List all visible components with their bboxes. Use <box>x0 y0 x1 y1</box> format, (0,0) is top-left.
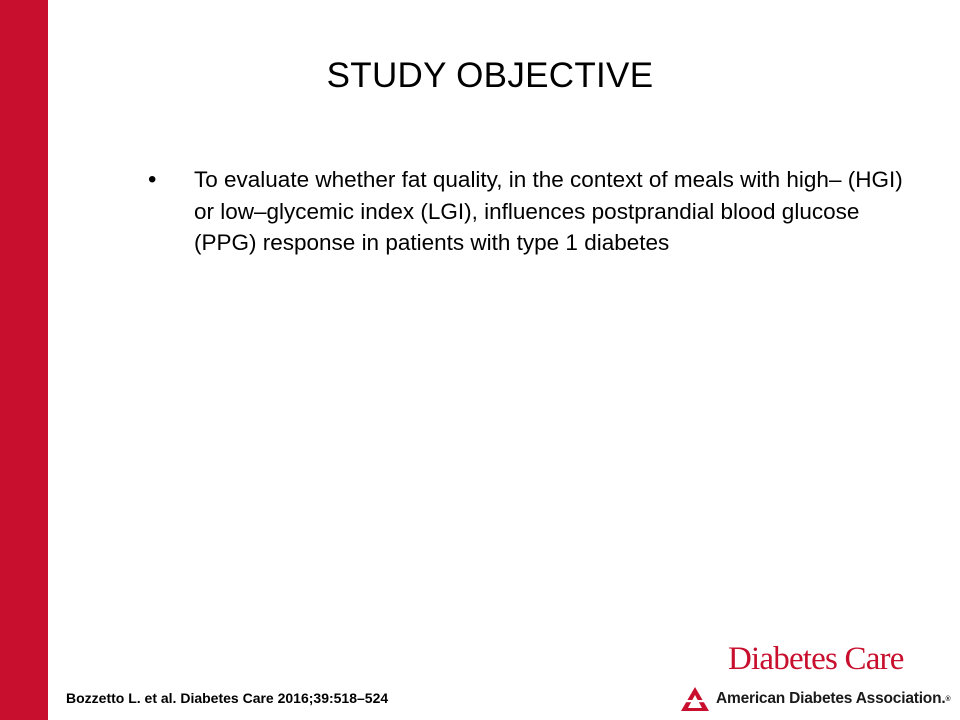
ada-name: American Diabetes Association. <box>716 690 946 707</box>
slide-title: STUDY OBJECTIVE <box>326 56 654 95</box>
citation: Bozzetto L. et al. Diabetes Care 2016;39:518–524 <box>66 690 389 706</box>
ada-triangle-logo-icon <box>680 686 710 712</box>
ada-branding <box>680 686 951 712</box>
bullet-item <box>148 164 908 259</box>
registered-mark: ® <box>945 695 951 703</box>
bullet-icon: • <box>148 166 157 193</box>
objective-text: To evaluate whether fat quality, in the context of meals with high– (HGI) or low–glycemic index (LGI), influences postprandial blood glucose (PPG) response in patients with type 1 diabetes <box>194 167 903 255</box>
journal-logo: Diabetes Care <box>728 641 904 677</box>
left-accent-bar <box>0 0 48 720</box>
